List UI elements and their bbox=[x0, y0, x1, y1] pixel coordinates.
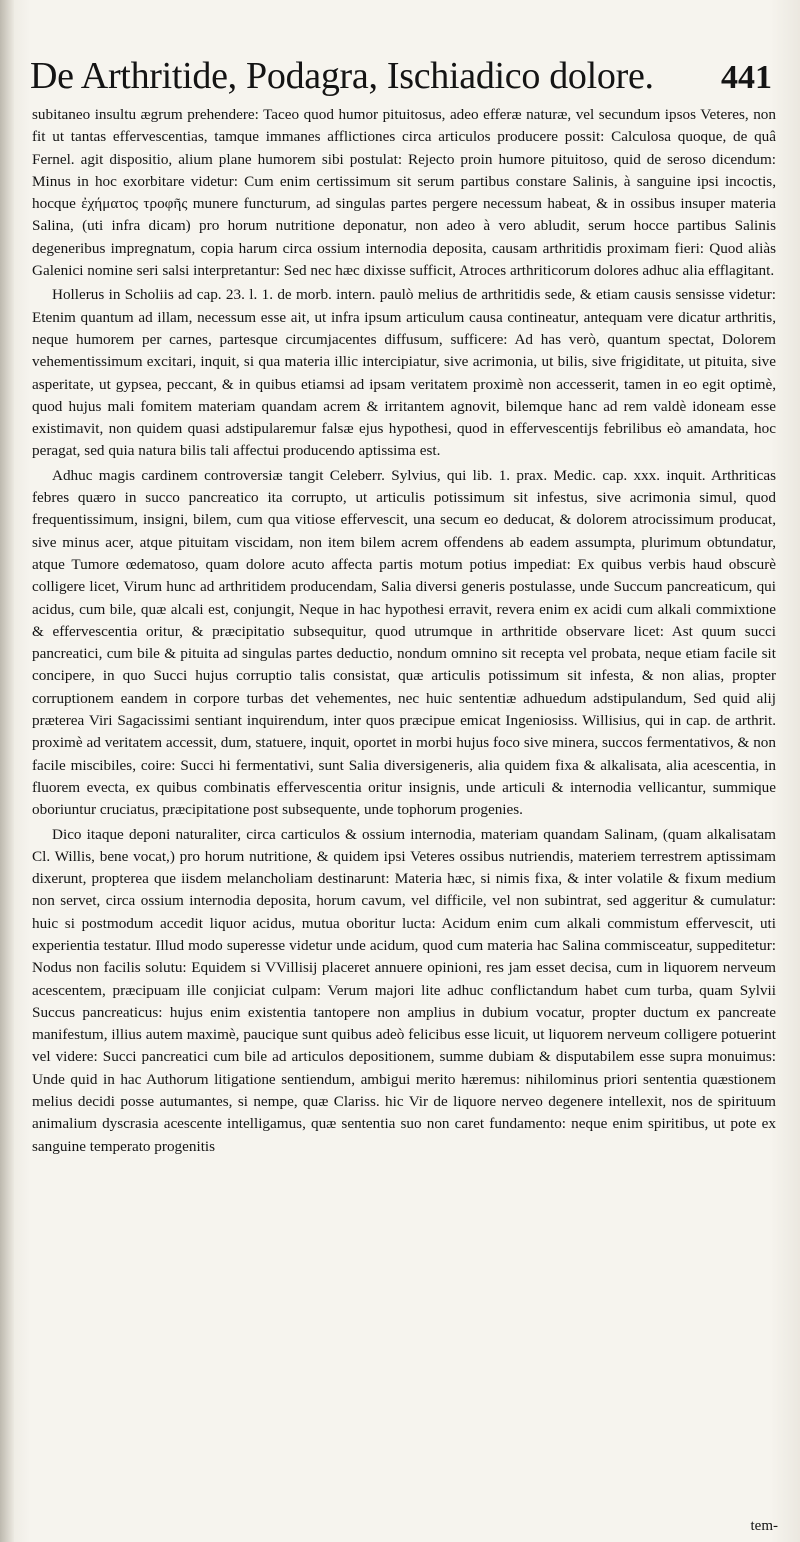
catchword: tem- bbox=[750, 1518, 778, 1534]
paragraph-2: Hollerus in Scholiis ad cap. 23. l. 1. de morb. intern. paulò melius de arthritidis sede, & etiam causis sensisse videtur: Etenim quantum ad illam, necessum esse ait, ut infra ipsum articulum causa contineatur, antequam vere dicatur arthritis, neque humorem per carnes, partesque circumjacentes diffusum, sufficere: Ad has verò, quantum spectat, Dolorem vehementissimum excitari, inquit, si qua materia illic intercipiatur, sive acrimonia, ut bilis, sive frigiditate, ut pituita, sive asperitate, ut gypsea, peccant, & in quibus etiamsi ad ipsam veritatem proximè non accesserit, tamen in eo egit optimè, quod hujus mali fomitem materiam quandam acrem & irritantem agnovit, bilemque hanc ad rem valdè idoneam esse existimavit, non quidem quasi adstipularemur falsæ ejus hypothesi, quod in effervescentijs febrilibus eò amandata, hoc peragat, sed quia natura bilis tali affectui producendo aptissima est. bbox=[32, 286, 776, 460]
paragraph-1: subitaneo insultu ægrum prehendere: Taceo quod humor pituitosus, adeo efferæ naturæ, vel secundum ipsos Veteres, non fit ut tantas effervescentias, tamque immanes afflictiones circa articulos producere possit: Calculosa quoque, de quâ Fernel. agit dispositio, alium plane humorem sibi postulat: Rejecto proin humore pituitoso, quid de seroso dicendum: Minus in hoc exorbitare videtur: Cum enim certissimum sit serum partibus constare Salinis, à sanguine ipsi incoctis, hocque ἐχήματος τροφῆς munere functurum, ad singulas partes pergere necessum habeat, & in ossibus insuper materia Salina, (uti infra dicam) pro horum nutritione deponatur, non adeo à vero abludit, serum hocce partibus Salinis degeneribus impregnatum, copia harum circa ossium internodia deposita, causam arthritidis proximam fieri: Quod aliàs Galenici nomine seri salsi interpretantur: Sed nec hæc dixisse sufficit, Atroces arthriticorum dolores adhuc alia efflagitant. bbox=[32, 106, 776, 280]
paragraph-3: Adhuc magis cardinem controversiæ tangit Celeberr. Sylvius, qui lib. 1. prax. Medic. cap. xxx. inquit. Arthriticas febres quæro in succo pancreatico ita corrupto, ut articulis potissimum sit infestus, sive acrimonia simul, quod frequentissimum, insigni, bilem, cum qua vitiose effervescit, una secum eo deducat, & dolorem atrocissimum producat, sive minus acer, atque pituitam viscidam, non item bilem acrem offendens ab eadem assumpta, plurimum obtundatur, atque Tumore œdematoso, quam dolore acuto affecta partis motum potius impediat: Ex quibus verbis haud obscurè colligere licet, Virum hunc ad arthritidem producendam, Salia diversi generis postulasse, unde Succum pancreaticum, qui acidus, cum bile, quæ alcali est, conjungit, Neque in hac hypothesi erravit, revera enim ex acidi cum alkali commixtione & effervescentia oritur, & præcipitatio subsequitur, quod utrumque in arthritide observare licet: Ast quum succi pancreatici, cum bile & pituita ad singulas partes deductio, nondum omnino sit recepta vel probata, neque etiam facile sit concipere, in quo Succi hujus corruptio talis consistat, quæ articulis potissimum sit infesta, & non alias, propter corruptionem eandem in corpore turbas det vehementes, nec huic sententiæ adhuedum adstipulandum, Sed quid alij præterea Viri Sagacissimi sentiant inquirendum, inter quos præcipue emicat Ingeniosiss. Willisius, qui in cap. de arthrit. proximè ad veritatem accessit, dum, statuere, inquit, oportet in morbi hujus foco sive minera, succos fermentativos, & non facile miscibiles, coire: Succi hi fermentativi, sunt Salia diversigeneris, alia quidem fixa & alkalisata, alia acescentia, in fluorem evecta, ex quibus combinatis effervescentia oritur insignis, unde articuli & internodia vellicantur, summique oboriuntur cruciatus, præcipitatione post subsequente, unde tophorum progenies. bbox=[32, 466, 776, 819]
paragraph-4: Dico itaque deponi naturaliter, circa carticulos & ossium internodia, materiam quandam Salinam, (quam alkalisatam Cl. Willis, bene vocat,) pro horum nutritione, & quidem ipsi Veteres ossibus nutriendis, materiem terrestrem aptissimam dixerunt, propterea que iisdem melancholiam destinarunt: Materia hæc, si nimis fixa, & inter volatile & fixum medium non servet, circa ossium internodia deposita, horum cavum, vel difficile, vel non subintrat, sed aggeritur & cumulatur: huic si postmodum accedit liquor acidus, mutua oboritur lucta: Acidum enim cum alkali commistum effervescit, uti experientia testatur. Illud modo superesse videtur unde acidum, quod cum materia hac Salina commisceatur, suppeditetur: Nodus non facilis solutu: Equidem si VVillisij placeret annuere opinioni, res jam esset decisa, cum in liquorem nerveum acescentem, præcipuam ille conjiciat culpam: Verum majori lite adhuc conflictandum habet cum turba, quam Sylvii Succus pancreaticus: hujus enim existentia tantopere non amplius in dubium vocatur, propter ductum ex pancreate manifestum, illius autem maximè, paucique sunt quibus adeò felicibus esse licuit, ut liquorem nerveum colligere potuerint vel videre: Succi pancreatici cum bile ad articulos depositionem, summe dubiam & disputabilem esse supra monuimus: Unde quid in hac Authorum litigatione sentiendum, ambigui merito hæremus: nihilominus priori sententia quæstionem melius decidi posse autumantes, si nempe, quæ Clariss. hic Vir de liquore nerveo degenere intellexit, nos de spirituum animalium dyscrasia acescente intelligamus, quæ sententia suo non caret fundamento: neque enim spiritibus, ut pote ex sanguine temperato progenitis bbox=[32, 825, 776, 1155]
page-number: 441 bbox=[721, 59, 772, 96]
body-text bbox=[32, 104, 776, 1524]
binding-gutter-shadow bbox=[0, 0, 14, 1542]
running-title: De Arthritide, Podagra, Ischiadico dolore. bbox=[30, 55, 654, 97]
page-header bbox=[30, 52, 772, 108]
